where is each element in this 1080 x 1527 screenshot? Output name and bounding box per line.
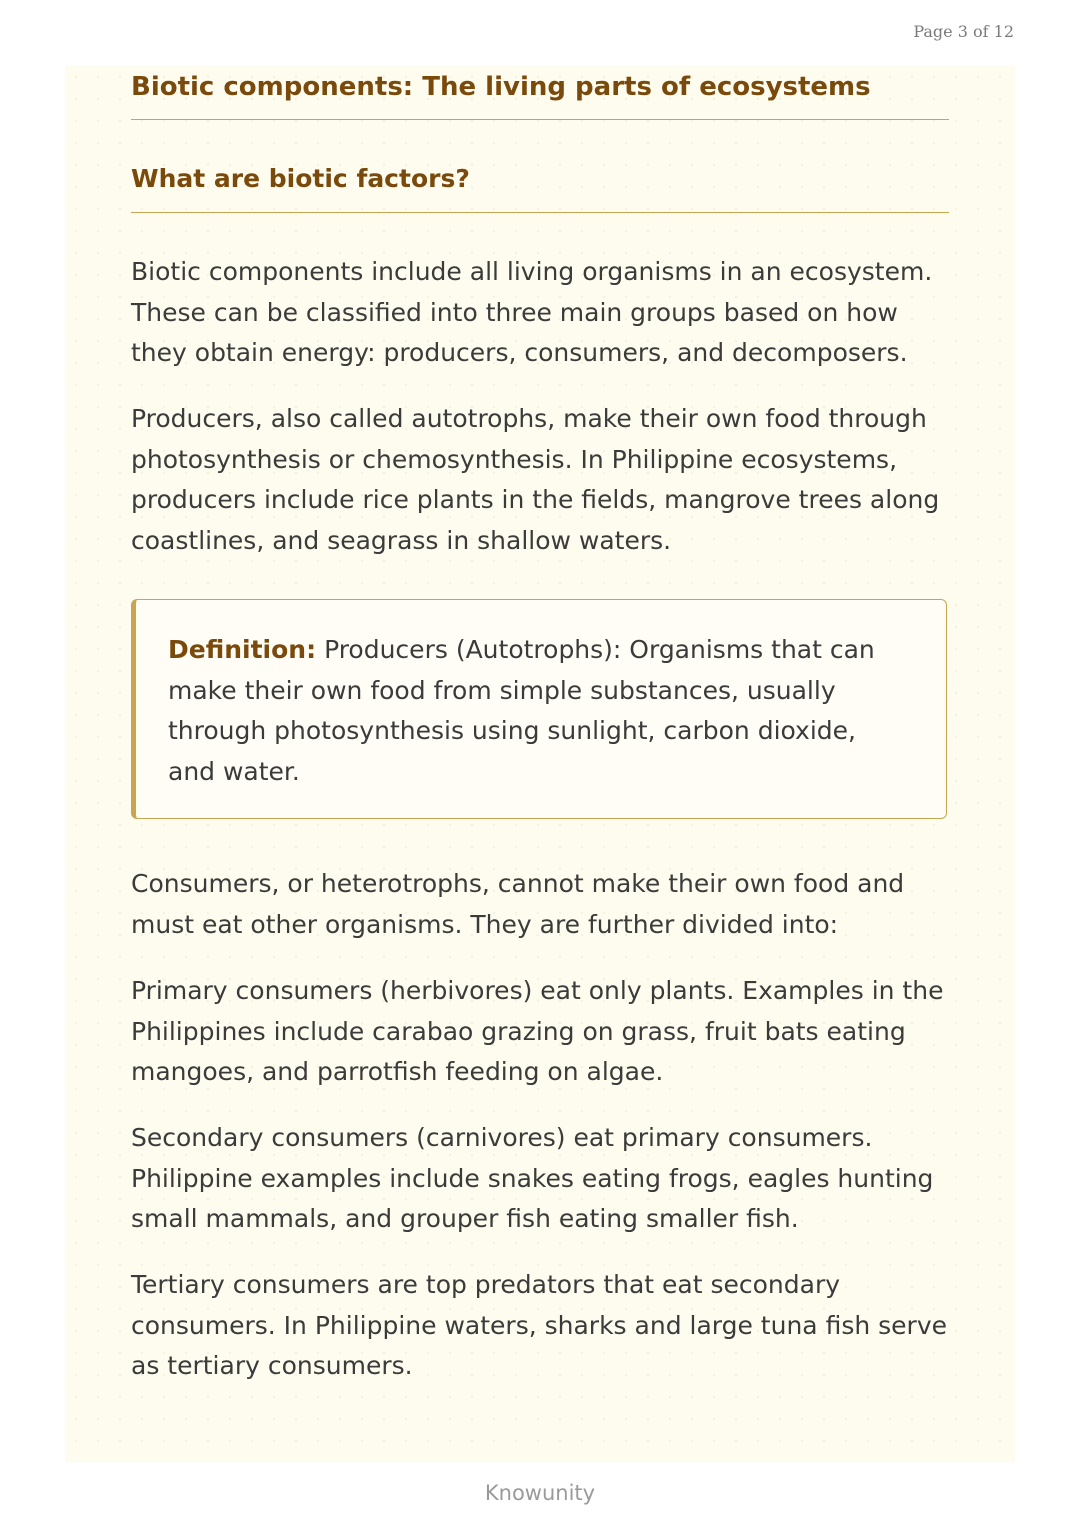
- section-divider: [131, 212, 949, 213]
- section-heading: What are biotic factors?: [131, 164, 470, 193]
- page-title: Biotic components: The living parts of ecosystems: [131, 72, 871, 102]
- definition-body: [168, 630, 908, 792]
- paragraph-producers: Producers, also called autotrophs, make their own food through photosynthesis or chemosynthesis. In Philippine ecosystems, producers include rice plants in the fields, mangrove trees along coastlines, and seagrass in shallow waters.: [131, 404, 940, 555]
- page-number: Page 3 of 12: [913, 22, 1014, 41]
- definition-label: Definition:: [168, 635, 317, 664]
- title-divider: [131, 119, 949, 120]
- paragraph-primary-consumers: Primary consumers (herbivores) eat only plants. Examples in the Philippines include carabao grazing on grass, fruit bats eating mangoes, and parrotfish feeding on algae.: [131, 976, 944, 1086]
- paragraph-consumers: Consumers, or heterotrophs, cannot make their own food and must eat other organisms. They are further divided into:: [131, 869, 905, 939]
- paragraph-tertiary-consumers: Tertiary consumers are top predators that eat secondary consumers. In Philippine waters, sharks and large tuna fish serve as tertiary consumers.: [131, 1270, 947, 1380]
- paragraph-biotic-intro: Biotic components include all living organisms in an ecosystem. These can be classified into three main groups based on how they obtain energy: producers, consumers, and decomposers.: [131, 257, 933, 367]
- document-page: [65, 66, 1015, 1462]
- definition-callout: [131, 599, 947, 819]
- paragraph-secondary-consumers: Secondary consumers (carnivores) eat primary consumers. Philippine examples include snakes eating frogs, eagles hunting small mammals, and grouper fish eating smaller fish.: [131, 1123, 934, 1233]
- footer-brand: Knowunity: [484, 1481, 596, 1505]
- definition-text: Producers (Autotrophs): Organisms that can make their own food from simple substances, usually through photosynthesis using sunlight, carbon dioxide, and water.: [168, 635, 875, 786]
